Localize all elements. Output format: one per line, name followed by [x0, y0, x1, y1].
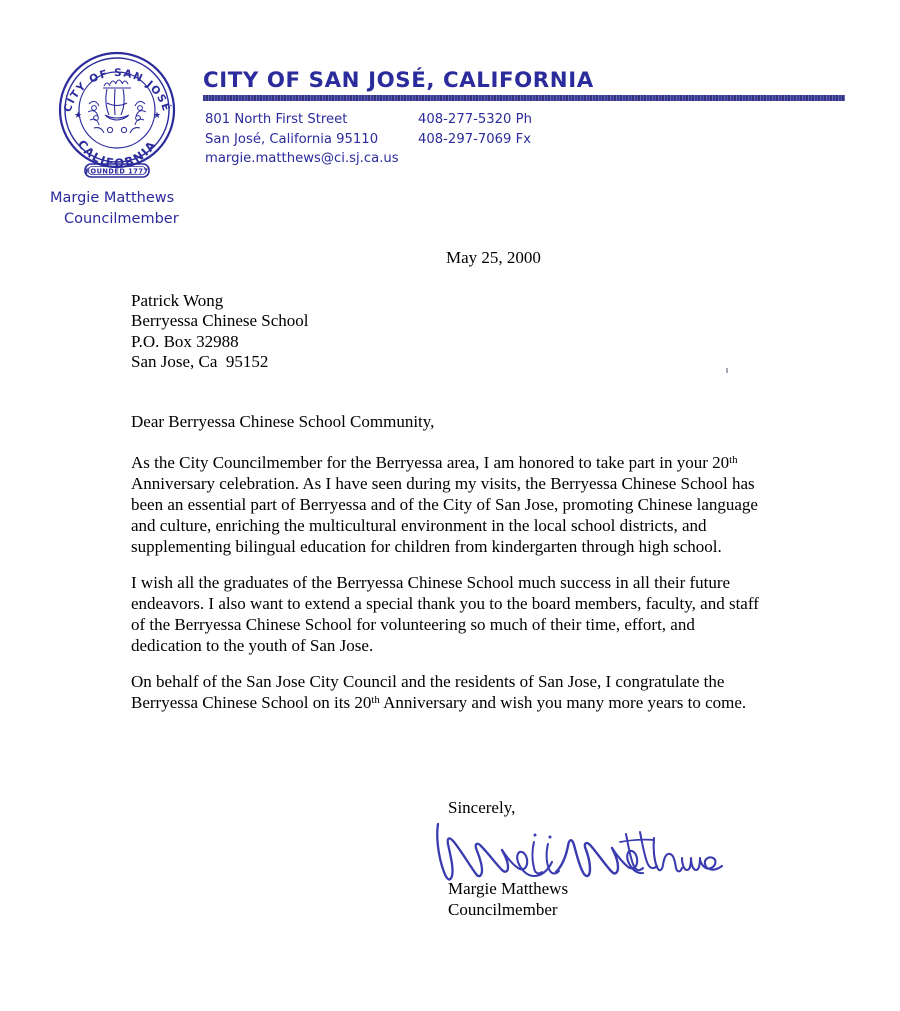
- paragraph-text: Anniversary and wish you many more years to come.: [379, 693, 747, 712]
- scan-artifact: [726, 368, 728, 373]
- body-paragraph: [131, 671, 766, 713]
- officer-title: Councilmember: [64, 211, 179, 227]
- recipient-organization: Berryessa Chinese School: [131, 311, 309, 331]
- letter-date: May 25, 2000: [446, 248, 541, 267]
- recipient-name: Patrick Wong: [131, 291, 224, 310]
- officer-name: Margie Matthews: [50, 190, 175, 206]
- recipient-address: [131, 291, 309, 373]
- body-paragraph: [131, 452, 766, 557]
- svg-text:★: ★: [153, 110, 162, 120]
- signer-title: Councilmember: [448, 900, 558, 919]
- email-address: margie.matthews@ci.sj.ca.us: [205, 151, 399, 166]
- phone-number: 408-277-5320 Ph: [418, 112, 532, 127]
- recipient-po-box: P.O. Box 32988: [131, 331, 239, 351]
- salutation: Dear Berryessa Chinese School Community,: [131, 412, 435, 431]
- city-seal-icon: [47, 48, 187, 188]
- body-paragraph: [131, 572, 766, 656]
- ordinal-suffix: th: [371, 693, 380, 706]
- signer-block: [448, 878, 568, 920]
- svg-text:CALIFORNIA: CALIFORNIA: [74, 137, 160, 171]
- city-state-zip: San José, California 95110: [205, 131, 379, 147]
- fax-number: 408-297-7069 Fx: [418, 131, 532, 147]
- paragraph-text: On behalf of the San Jose City Council and the residents of San Jose, I congratulate the Berryessa Chinese School on its 20: [131, 672, 725, 712]
- svg-text:★: ★: [74, 110, 83, 120]
- closing-salutation: Sincerely,: [448, 798, 516, 817]
- paragraph-text: As the City Councilmember for the Berryessa area, I am honored to take part in your 20: [131, 453, 730, 472]
- paragraph-text: I wish all the graduates of the Berryessa Chinese School much success in all their future endeavors. I also want to extend a special thank you to the board members, faculty, and staff of the Berryessa Chinese School for volunteering so much of their time, effort, and dedication to the youth of San Jose.: [131, 573, 759, 655]
- signer-name: Margie Matthews: [448, 879, 569, 898]
- officer-block: [50, 188, 240, 230]
- contact-block: [205, 110, 532, 169]
- letter-body: [131, 452, 766, 713]
- svg-text:CITY OF SAN JOSÉ: CITY OF SAN JOSÉ: [61, 66, 173, 114]
- organization-name: CITY OF SAN JOSÉ, CALIFORNIA: [203, 68, 594, 93]
- svg-text:FOUNDED 1777: FOUNDED 1777: [85, 167, 149, 176]
- ordinal-suffix: th: [729, 453, 738, 466]
- letterhead-divider: [203, 95, 845, 101]
- recipient-city-state-zip: San Jose, Ca 95152: [131, 352, 269, 372]
- street-address: 801 North First Street: [205, 112, 348, 127]
- paragraph-text: Anniversary celebration. As I have seen during my visits, the Berryessa Chinese School has been an essential part of Berryessa and of the City of San Jose, promoting Chinese language and culture, enriching the multicultural environment in the local school districts, and supplementing bilingual education for children from kindergarten through high school.: [131, 474, 758, 556]
